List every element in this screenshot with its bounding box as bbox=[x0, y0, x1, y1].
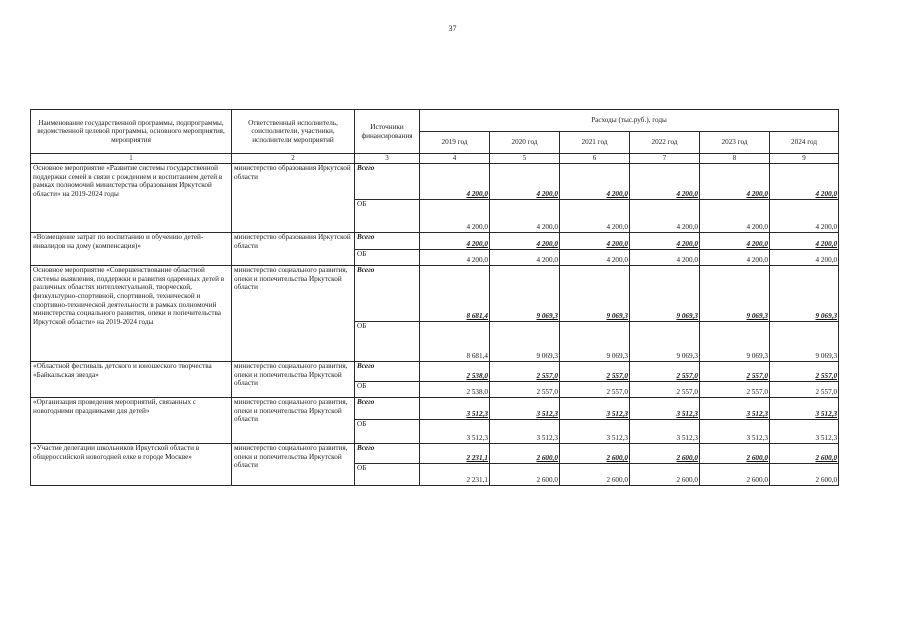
total-value: 9 069,3 bbox=[770, 266, 839, 322]
sub-value: 3 512,3 bbox=[700, 420, 770, 444]
total-value: 2 231,1 bbox=[420, 444, 490, 464]
total-value: 2 538,0 bbox=[420, 362, 490, 382]
sub-value: 3 512,3 bbox=[630, 420, 700, 444]
total-value: 9 069,3 bbox=[490, 266, 560, 322]
column-number: 4 bbox=[420, 154, 490, 164]
total-value: 4 200,0 bbox=[700, 164, 770, 200]
total-value: 2 600,0 bbox=[770, 444, 839, 464]
sub-value: 2 600,0 bbox=[490, 464, 560, 486]
total-value: 4 200,0 bbox=[630, 164, 700, 200]
total-value: 3 512,3 bbox=[630, 398, 700, 420]
header-source: Источники финансирования bbox=[355, 110, 420, 154]
total-value: 4 200,0 bbox=[630, 233, 700, 250]
total-value: 4 200,0 bbox=[490, 233, 560, 250]
sub-value: 4 200,0 bbox=[770, 250, 839, 266]
total-value: 2 557,0 bbox=[560, 362, 630, 382]
sub-value: 4 200,0 bbox=[420, 200, 490, 233]
sub-value: 2 557,0 bbox=[560, 382, 630, 398]
source-total-label: Всего bbox=[355, 444, 420, 464]
header-name: Наименование государственной программы, подпрограммы, ведомственной целевой программы, основного мероприятия, мероприятия bbox=[31, 110, 232, 154]
total-value: 3 512,3 bbox=[420, 398, 490, 420]
total-value: 2 557,0 bbox=[770, 362, 839, 382]
total-value: 4 200,0 bbox=[560, 233, 630, 250]
sub-value: 4 200,0 bbox=[560, 250, 630, 266]
header-year: 2024 год bbox=[770, 132, 839, 154]
total-value: 4 200,0 bbox=[700, 233, 770, 250]
source-total-label: Всего bbox=[355, 362, 420, 382]
sub-value: 2 231,1 bbox=[420, 464, 490, 486]
total-value: 4 200,0 bbox=[770, 164, 839, 200]
total-value: 3 512,3 bbox=[770, 398, 839, 420]
total-value: 4 200,0 bbox=[770, 233, 839, 250]
total-value: 3 512,3 bbox=[560, 398, 630, 420]
sub-value: 4 200,0 bbox=[630, 200, 700, 233]
sub-value: 3 512,3 bbox=[490, 420, 560, 444]
executor-name: министерство социального развития, опеки и попечительства Иркутской области bbox=[232, 266, 355, 362]
total-value: 2 600,0 bbox=[700, 444, 770, 464]
source-sub-label: ОБ bbox=[355, 382, 420, 398]
total-value: 2 600,0 bbox=[490, 444, 560, 464]
sub-value: 2 600,0 bbox=[770, 464, 839, 486]
column-number: 1 bbox=[31, 154, 232, 164]
column-number: 5 bbox=[490, 154, 560, 164]
activity-name: «Возмещение затрат по воспитанию и обучению детей-инвалидов на дому (компенсация)» bbox=[31, 233, 232, 266]
total-value: 3 512,3 bbox=[700, 398, 770, 420]
sub-value: 4 200,0 bbox=[420, 250, 490, 266]
column-number: 8 bbox=[700, 154, 770, 164]
sub-value: 2 600,0 bbox=[560, 464, 630, 486]
activity-name: «Участие делегации школьников Иркутской области в общероссийской новогодней елке в городе Москве» bbox=[31, 444, 232, 486]
total-value: 9 069,3 bbox=[700, 266, 770, 322]
source-sub-label: ОБ bbox=[355, 250, 420, 266]
header-expenses: Расходы (тыс.руб.), годы bbox=[420, 110, 839, 132]
sub-value: 4 200,0 bbox=[490, 200, 560, 233]
table-row bbox=[31, 362, 839, 382]
total-value: 4 200,0 bbox=[420, 233, 490, 250]
sub-value: 2 557,0 bbox=[770, 382, 839, 398]
sub-value: 9 069,3 bbox=[560, 322, 630, 362]
header-year: 2023 год bbox=[700, 132, 770, 154]
source-total-label: Всего bbox=[355, 164, 420, 200]
total-value: 4 200,0 bbox=[490, 164, 560, 200]
activity-name: «Организация проведения мероприятий, связанных с новогодними праздниками для детей» bbox=[31, 398, 232, 444]
sub-value: 9 069,3 bbox=[630, 322, 700, 362]
total-value: 2 600,0 bbox=[630, 444, 700, 464]
header-year: 2022 год bbox=[630, 132, 700, 154]
sub-value: 4 200,0 bbox=[770, 200, 839, 233]
source-total-label: Всего bbox=[355, 233, 420, 250]
sub-value: 2 557,0 bbox=[490, 382, 560, 398]
table-row bbox=[31, 164, 839, 200]
total-value: 4 200,0 bbox=[420, 164, 490, 200]
total-value: 2 557,0 bbox=[630, 362, 700, 382]
sub-value: 3 512,3 bbox=[560, 420, 630, 444]
total-value: 9 069,3 bbox=[630, 266, 700, 322]
sub-value: 8 681,4 bbox=[420, 322, 490, 362]
column-number: 3 bbox=[355, 154, 420, 164]
total-value: 9 069,3 bbox=[560, 266, 630, 322]
executor-name: министерство социального развития, опеки и попечительства Иркутской области bbox=[232, 362, 355, 398]
table-row bbox=[31, 266, 839, 322]
source-total-label: Всего bbox=[355, 398, 420, 420]
sub-value: 2 557,0 bbox=[700, 382, 770, 398]
sub-value: 2 600,0 bbox=[630, 464, 700, 486]
activity-name: Основное мероприятие «Развитие системы государственной поддержки семей в связи с рождением и воспитанием детей в рамках полномочий министерства образования Иркутской области» на 2019-2024 годы bbox=[31, 164, 232, 233]
activity-name: «Областной фестиваль детского и юношеского творчества «Байкальская звезда» bbox=[31, 362, 232, 398]
source-sub-label: ОБ bbox=[355, 322, 420, 362]
table-row bbox=[31, 398, 839, 420]
header-executor: Ответственный исполнитель, соисполнители, участники, исполнители мероприятий bbox=[232, 110, 355, 154]
table-row bbox=[31, 233, 839, 250]
total-value: 8 681,4 bbox=[420, 266, 490, 322]
sub-value: 3 512,3 bbox=[770, 420, 839, 444]
sub-value: 4 200,0 bbox=[700, 250, 770, 266]
source-total-label: Всего bbox=[355, 266, 420, 322]
executor-name: министерство социального развития, опеки и попечительства Иркутской области bbox=[232, 398, 355, 444]
sub-value: 2 557,0 bbox=[630, 382, 700, 398]
column-number: 2 bbox=[232, 154, 355, 164]
total-value: 3 512,3 bbox=[490, 398, 560, 420]
sub-value: 9 069,3 bbox=[490, 322, 560, 362]
source-sub-label: ОБ bbox=[355, 420, 420, 444]
executor-name: министерство социального развития, опеки и попечительства Иркутской области bbox=[232, 444, 355, 486]
sub-value: 9 069,3 bbox=[700, 322, 770, 362]
column-number: 6 bbox=[560, 154, 630, 164]
column-number: 9 bbox=[770, 154, 839, 164]
source-sub-label: ОБ bbox=[355, 464, 420, 486]
total-value: 2 600,0 bbox=[560, 444, 630, 464]
sub-value: 3 512,3 bbox=[420, 420, 490, 444]
executor-name: министерство образования Иркутской области bbox=[232, 164, 355, 233]
header-year: 2019 год bbox=[420, 132, 490, 154]
column-number: 7 bbox=[630, 154, 700, 164]
source-sub-label: ОБ bbox=[355, 200, 420, 233]
header-year: 2021 год bbox=[560, 132, 630, 154]
total-value: 2 557,0 bbox=[490, 362, 560, 382]
sub-value: 9 069,3 bbox=[770, 322, 839, 362]
expenses-table bbox=[30, 109, 839, 486]
sub-value: 4 200,0 bbox=[630, 250, 700, 266]
sub-value: 4 200,0 bbox=[560, 200, 630, 233]
executor-name: министерство образования Иркутской области bbox=[232, 233, 355, 266]
total-value: 2 557,0 bbox=[700, 362, 770, 382]
header-year: 2020 год bbox=[490, 132, 560, 154]
total-value: 4 200,0 bbox=[560, 164, 630, 200]
page-number: 37 bbox=[448, 24, 457, 33]
sub-value: 2 600,0 bbox=[700, 464, 770, 486]
sub-value: 4 200,0 bbox=[700, 200, 770, 233]
sub-value: 2 538,0 bbox=[420, 382, 490, 398]
sub-value: 4 200,0 bbox=[490, 250, 560, 266]
table-row bbox=[31, 444, 839, 464]
activity-name: Основное мероприятие «Совершенствование областной системы выявления, поддержки и развития одаренных детей в различных областях интеллектуальной, творческой, физкультурно-спортивной, спортивной, технической и спортивно-технической деятельности в рамках полномочий министерства социального развития, опеки и попечительства Иркутской области» на 2019-2024 годы bbox=[31, 266, 232, 362]
